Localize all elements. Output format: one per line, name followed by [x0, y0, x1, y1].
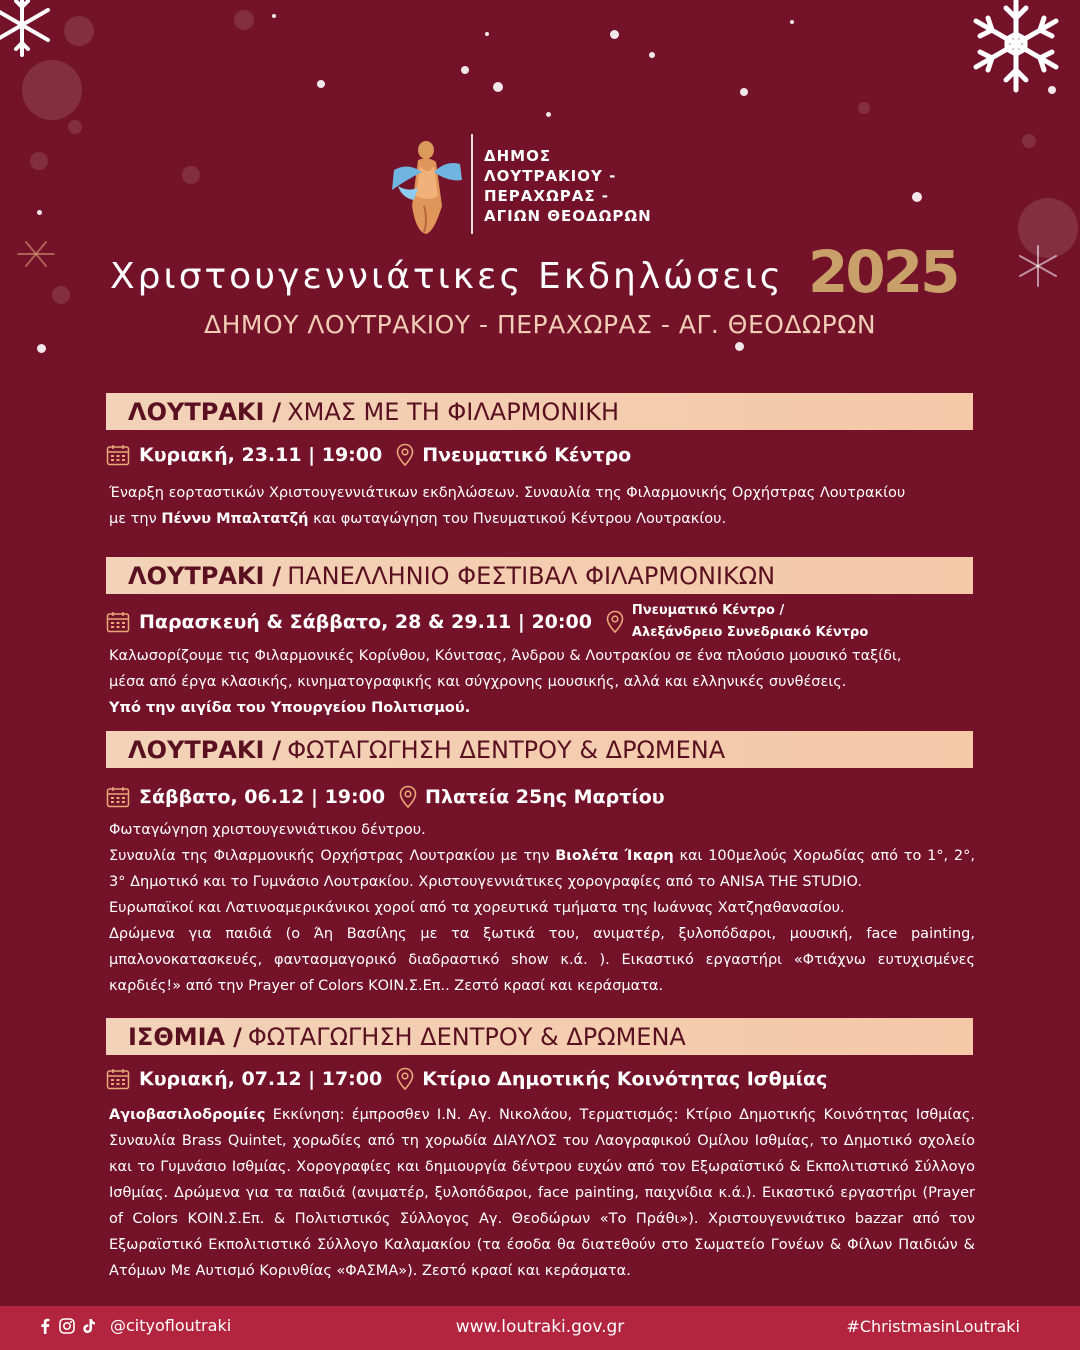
event-date: Κυριακή, 23.11 | 19:00 — [139, 444, 383, 466]
footer — [0, 1306, 1080, 1350]
snowflake-icon — [958, 0, 1074, 94]
logo-text — [484, 146, 652, 226]
description-text: με την Πέννυ Μπαλτατζή και φωταγώγηση του Πνευματικού Κέντρου Λουτρακίου. — [109, 511, 727, 527]
event-separator: / — [272, 397, 282, 426]
event-place: ΛΟΥΤΡΑΚΙ — [128, 397, 265, 426]
event-date: Σάββατο, 06.12 | 19:00 — [139, 786, 386, 808]
snowflake-icon — [1016, 242, 1060, 290]
highlight-name: Πέννυ Μπαλτατζή — [161, 511, 309, 527]
snowflake-icon — [14, 236, 58, 272]
event-date: Παρασκευή & Σάββατο, 28 & 29.11 | 20:00 — [139, 611, 592, 633]
patronage-text: Υπό την αιγίδα του Υπουργείου Πολιτισμού. — [109, 700, 471, 716]
event-header — [106, 731, 973, 768]
event-venue: Κτίριο Δημοτικής Κοινότητας Ισθμίας — [422, 1068, 828, 1090]
event-separator: / — [272, 735, 282, 764]
event-title: ΦΩΤΑΓΩΓΗΣΗ ΔΕΝΤΡΟΥ & ΔΡΩΜΕΝΑ — [287, 735, 726, 764]
location-pin-icon — [396, 443, 414, 467]
event-description — [109, 480, 975, 532]
event-title: ΧΜΑΣ ΜΕ ΤΗ ΦΙΛΑΡΜΟΝΙΚΗ — [287, 397, 620, 426]
event-place: ΙΣΘΜΙΑ — [128, 1022, 226, 1051]
location-pin-icon — [396, 1067, 414, 1091]
event-separator: / — [233, 1022, 242, 1051]
description-text: Έναρξη εορταστικών Χριστουγεννιάτικων εκδηλώσεων. Συναυλία της Φιλαρμονικής Ορχήστρας Λουτρακίου — [109, 485, 906, 501]
description-text: Αγιοβασιλοδρομίες Εκκίνηση: έμπροσθεν Ι.Ν. Αγ. Νικολάου, Τερματισμός: Κτίριο Δημοτικής Κοινότητας Ισθμίας. Συναυλία Brass Quintet, χορωδίες από τη χορωδία ΔΙΑΥΛΟΣ του Λαογραφικού Ομίλου Ισθμίας, το Δημοτικό σχολείο και το Γυμνάσιο Ισθμίας. Χορογραφίες και δημιουργία δέντρου ευχών από τον Εξωραϊστικό & Εκπολιτιστικό Σύλλογο Ισθμίας. Δρώμενα για τα παιδιά (ανιματέρ, ξυλοπόδαροι, face painting, παιχνίδια κ.ά.). Εικαστικό εργαστήρι (Prayer of Colors ΚΟΙΝ.Σ.Επ. & Πολιτιστικός Σύλλογος Αγ. Θεοδώρων «Το Πράθι»). Χριστουγεννιάτικο bazzar από τον Εξωραϊστικό Εκπολιτιστικό Σύλλογο Καλαμακίου (τα έσοδα θα διατεθούν στο Σωματείο Γονέων & Φίλων Παιδιών & Ατόμων Με Αυτισμό Κορινθίας «ΦΑΣΜΑ»). Ζεστό κρασί και κεράσματα. — [109, 1107, 975, 1279]
logo-divider — [471, 134, 473, 234]
snowflake-icon — [0, 0, 54, 60]
description-text: Φωταγώγηση χριστουγεννιάτικου δέντρου. — [109, 822, 426, 838]
event-separator: / — [272, 561, 282, 590]
event-description — [109, 643, 975, 721]
calendar-icon — [106, 1068, 130, 1090]
calendar-icon — [106, 786, 130, 808]
event-place: ΛΟΥΤΡΑΚΙ — [128, 735, 265, 764]
event-meta — [106, 1064, 827, 1094]
hashtag: #ChristmasinLoutraki — [846, 1317, 1020, 1336]
description-text: Συναυλία της Φιλαρμονικής Ορχήστρας Λουτρακίου με την Βιολέτα Ίκαρη και 100μελούς Χορωδίας από το 1°, 2°, 3° Δημοτικό και το Γυμνάσιο Λουτρακίου. Χριστουγεννιάτικες χορογραφίες από το ANISA THE STUDIO. — [109, 848, 976, 890]
description-text: μέσα από έργα κλασικής, κινηματογραφικής και σύγχρονης μουσικής, αλλά και ελληνικές συνθέσεις. — [109, 674, 847, 690]
description-text: Καλωσορίζουμε τις Φιλαρμονικές Κορίνθου, Κόνιτσας, Άνδρου & Λουτρακίου σε ένα πλούσιο μουσικό ταξίδι, — [109, 648, 902, 664]
highlight-name: Αγιοβασιλοδρομίες — [109, 1107, 266, 1123]
event-title: ΦΩΤΑΓΩΓΗΣΗ ΔΕΝΤΡΟΥ & ΔΡΩΜΕΝΑ — [247, 1022, 686, 1051]
calendar-icon — [106, 444, 130, 466]
event-meta — [106, 600, 868, 644]
description-text: Δρώμενα για παιδιά (ο Άη Βασίλης με τα ξωτικά του, ανιματέρ, ξυλοπόδαροι, μουσική, face painting, μπαλονοκατασκευές, φαντασμαγορικό διαδραστικό show κ.ά. ). Εικαστικό εργαστήρι «Φτιάχνω ευτυχισμένες καρδιές!» από την Prayer of Colors ΚΟΙΝ.Σ.Επ.. Ζεστό κρασί και κεράσματα. — [109, 926, 975, 994]
location-pin-icon — [399, 785, 417, 809]
description-text: Ευρωπαϊκοί και Λατινοαμερικάνικοι χοροί από τα χορευτικά τμήματα της Ιωάννας Χατζηαθανασίου. — [109, 900, 845, 916]
event-place: ΛΟΥΤΡΑΚΙ — [128, 561, 265, 590]
website-link[interactable]: www.loutraki.gov.gr — [455, 1317, 625, 1337]
event-header — [106, 1018, 973, 1055]
event-meta — [106, 782, 665, 812]
logo-line: ΠΕΡΑΧΩΡΑΣ - — [484, 187, 610, 205]
year-label: 2025 — [808, 238, 958, 306]
event-description — [109, 817, 975, 999]
calendar-icon — [106, 611, 130, 633]
logo-line: ΛΟΥΤΡΑΚΙΟΥ - — [484, 167, 617, 185]
highlight-name: Βιολέτα Ίκαρη — [555, 848, 674, 864]
venue-line: Αλεξάνδρειο Συνεδριακό Κέντρο — [631, 625, 869, 640]
municipality-logo — [388, 134, 688, 236]
logo-figure-icon — [388, 136, 466, 236]
event-venue: Πνευματικό Κέντρο — [422, 444, 632, 466]
page-title: Χριστουγεννιάτικες Εκδηλώσεις — [110, 256, 784, 297]
event-title: ΠΑΝΕΛΛΗΝΙΟ ΦΕΣΤΙΒΑΛ ΦΙΛΑΡΜΟΝΙΚΩΝ — [287, 561, 776, 590]
event-date: Κυριακή, 07.12 | 17:00 — [139, 1068, 383, 1090]
logo-line: ΑΓΙΩΝ ΘΕΟΔΩΡΩΝ — [484, 207, 652, 225]
event-description — [109, 1102, 975, 1284]
event-header — [106, 393, 973, 430]
venue-line: Πνευματικό Κέντρο / — [631, 603, 785, 618]
page-subtitle: ΔΗΜΟΥ ΛΟΥΤΡΑΚΙΟΥ - ΠΕΡΑΧΩΡΑΣ - ΑΓ. ΘΕΟΔΩΡΩΝ — [203, 310, 877, 339]
event-meta — [106, 440, 631, 470]
location-pin-icon — [606, 610, 624, 634]
logo-line: ΔΗΜΟΣ — [484, 147, 552, 165]
event-venue: Πλατεία 25ης Μαρτίου — [425, 786, 665, 808]
event-venue — [632, 600, 868, 644]
social-handle[interactable]: @cityofloutraki — [110, 1316, 232, 1335]
event-header — [106, 557, 973, 594]
